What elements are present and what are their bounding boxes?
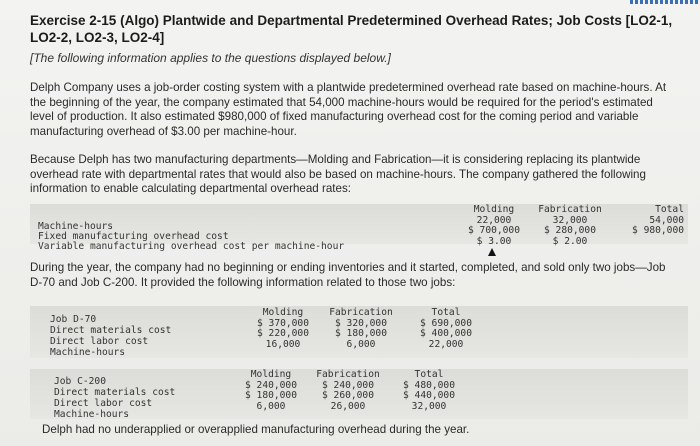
table-row-label: Fixed manufacturing overhead cost (38, 231, 229, 242)
table-row-label: Machine-hours (38, 221, 114, 232)
column-header: Fabrication (316, 369, 380, 380)
table-cell: $ 240,000 (245, 379, 297, 391)
molding-column (458, 205, 530, 247)
top-border-decoration (630, 0, 700, 4)
table-cell: $ 280,000 (544, 225, 596, 236)
table-cell: $ 980,000 (632, 225, 684, 236)
table-cell: 26,000 (330, 400, 366, 412)
final-statement: Delph had no underapplied or overapplied manufacturing overhead during the year. (42, 423, 470, 436)
table-cell: $ 480,000 (403, 379, 455, 391)
table-row-label: Direct materials cost (54, 387, 176, 398)
table-cell: 16,000 (265, 338, 301, 350)
table-cell: $ 220,000 (257, 328, 309, 339)
table-cell: 54,000 (649, 214, 684, 226)
column-header: Total (655, 204, 684, 215)
table-cell: $ 400,000 (420, 328, 472, 339)
exercise-title: Exercise 2-15 (Algo) Plantwide and Departmental Predetermined Overhead Rates; Job Costs [LO2-1, LO2-2, LO2-3, LO2-4] (30, 13, 673, 45)
table-cell: $ 260,000 (322, 390, 374, 401)
table-row-label: Direct labor cost (54, 398, 153, 409)
table-cell: 6,000 (346, 338, 376, 350)
paragraph-overview: Delph Company uses a job-order costing system with a plantwide predetermined overhead rate based on machine-hours. At the beginning of the year, the company estimated that 54,000 machine-hours would be required for the period's estimated level of production. It also estimated $980,000 of fixed manufacturing overhead cost for the coming period and variable manufacturing overhead of $3.00 per machine-hour. (30, 81, 667, 138)
column-header: Molding (473, 204, 515, 215)
job-title: Job D-70 (50, 314, 97, 325)
column-header: Total (414, 369, 444, 380)
table-cell: $ 2.00 (552, 235, 588, 247)
column-header: Fabrication (329, 307, 393, 318)
total-column (394, 370, 464, 412)
table-cell: $ 320,000 (335, 317, 387, 329)
table-cell: 32,000 (411, 400, 447, 412)
fabrication-column (530, 205, 610, 247)
job-title: Job C-200 (54, 376, 106, 387)
table-cell: $ 700,000 (468, 225, 520, 236)
mouse-pointer-icon (488, 248, 496, 256)
molding-column (236, 370, 306, 412)
table-cell: 22,000 (428, 338, 464, 350)
column-header: Molding (262, 307, 304, 318)
table-row-label: Variable manufacturing overhead cost per machine-hour (38, 241, 345, 252)
table-row-label: Machine-hours (50, 347, 126, 358)
column-header: Fabrication (538, 204, 602, 215)
table-row-label: Direct labor cost (50, 336, 149, 347)
table-cell: 22,000 (476, 214, 512, 226)
table-cell: 6,000 (256, 400, 286, 412)
info-note: [The following information applies to the questions displayed below.] (30, 51, 391, 65)
table-cell: $ 690,000 (420, 317, 472, 329)
table-row-label: Direct materials cost (50, 325, 172, 336)
fabrication-column (308, 370, 388, 412)
column-header: Molding (250, 369, 292, 380)
table-cell: 32,000 (552, 214, 588, 226)
paragraph-departments: Because Delph has two manufacturing departments—Molding and Fabrication—it is considering replacing its plantwide overhead rate with departmental rates that would also be based on machine-hours. The company gathered the following information to enable calculating departmental overhead rates: (30, 153, 646, 195)
total-column (410, 308, 482, 350)
table-row-label: Machine-hours (54, 409, 130, 420)
table-cell: $ 3.00 (476, 235, 512, 247)
fabrication-column (322, 308, 400, 350)
table-cell: $ 180,000 (245, 390, 297, 401)
table-cell: $ 180,000 (335, 328, 387, 339)
table-cell: $ 240,000 (322, 379, 374, 391)
column-header: Total (431, 307, 461, 318)
table-cell: $ 370,000 (257, 317, 309, 329)
molding-column (248, 308, 318, 350)
total-column (610, 205, 684, 237)
paragraph-jobs: During the year, the company had no beginning or ending inventories and it started, completed, and sold only two jobs—Job D-70 and Job C-200. It provided the following information related to those two jobs: (30, 261, 666, 289)
table-cell: $ 440,000 (403, 390, 455, 401)
